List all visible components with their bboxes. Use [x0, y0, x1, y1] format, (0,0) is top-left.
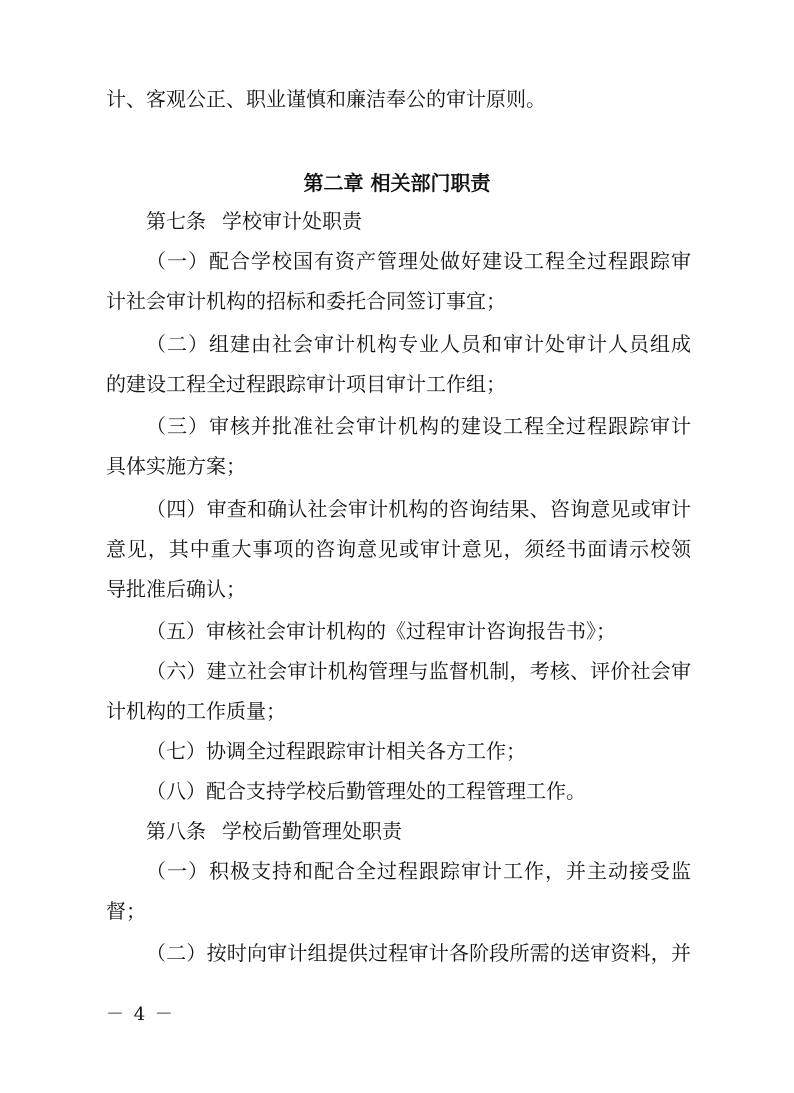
article-7-item-2-line-2: 的建设工程全过程跟踪审计项目审计工作组； [106, 372, 506, 396]
article-8-item-1-line-2: 督； [106, 899, 146, 923]
paragraph-continuation: 计、客观公正、职业谨慎和廉洁奉公的审计原则。 [106, 87, 546, 111]
article-7-item-2-line-1: （二）组建由社会审计机构专业人员和审计处审计人员组成 [146, 332, 691, 356]
article-number: 第八条 [146, 819, 206, 843]
article-8-heading [146, 819, 402, 843]
article-7-item-1-line-1: （一）配合学校国有资产管理处做好建设工程全过程跟踪审 [146, 249, 691, 273]
article-7-item-1-line-2: 计社会审计机构的招标和委托合同签订事宜； [106, 289, 506, 313]
article-7-item-3-line-1: （三）审核并批准社会审计机构的建设工程全过程跟踪审计 [146, 414, 691, 438]
article-7-item-4-line-1: （四）审查和确认社会审计机构的咨询结果、咨询意见或审计 [146, 497, 691, 521]
page-number: － 4 － [106, 1004, 175, 1025]
article-7-item-8-line-1: （八）配合支持学校后勤管理处的工程管理工作。 [146, 779, 586, 803]
article-7-item-6-line-2: 计机构的工作质量； [106, 699, 286, 723]
article-7-item-3-line-2: 具体实施方案； [106, 454, 246, 478]
article-8-item-1-line-1: （一）积极支持和配合全过程跟踪审计工作，并主动接受监 [146, 859, 691, 883]
article-7-item-4-line-2: 意见，其中重大事项的咨询意见或审计意见，须经书面请示校领 [106, 537, 691, 561]
article-7-item-7-line-1: （七）协调全过程跟踪审计相关各方工作； [146, 739, 526, 763]
article-7-item-5-line-1: （五）审核社会审计机构的《过程审计咨询报告书》； [146, 619, 616, 643]
article-7-item-6-line-1: （六）建立社会审计机构管理与监督机制，考核、评价社会审 [146, 659, 691, 683]
article-title: 学校审计处职责 [222, 209, 362, 233]
article-title: 学校后勤管理处职责 [222, 819, 402, 843]
article-number: 第七条 [146, 209, 206, 233]
article-7-heading [146, 209, 362, 233]
article-7-item-4-line-3: 导批准后确认； [106, 577, 246, 601]
chapter-heading: 第二章 相关部门职责 [303, 171, 491, 195]
article-8-item-2-line-1: （二）按时向审计组提供过程审计各阶段所需的送审资料，并 [146, 941, 691, 965]
